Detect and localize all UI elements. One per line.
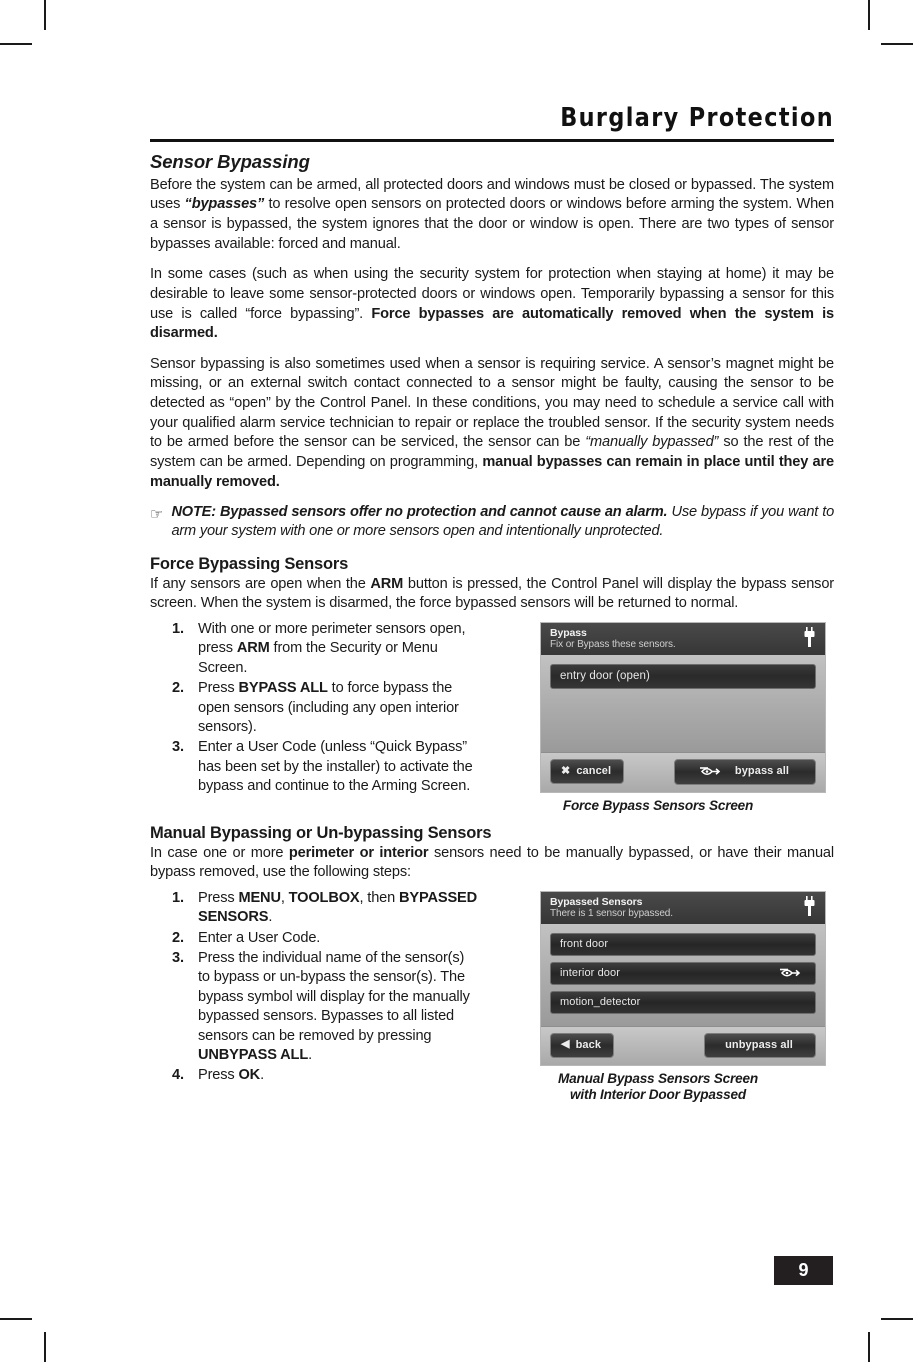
step-item <box>172 1066 480 1085</box>
bypass-all-button[interactable] <box>674 759 816 785</box>
force-bypass-figure <box>490 620 834 815</box>
pointing-hand-icon: ☞ <box>150 505 164 524</box>
note-text <box>171 503 834 542</box>
text-run-bold: TOOLBOX <box>288 889 360 906</box>
crop-mark-top-right-vertical <box>868 0 870 30</box>
paragraph-force-bypassing-intro <box>150 575 834 614</box>
device-body <box>541 924 825 1026</box>
chevron-left-icon: ◀ <box>561 1038 570 1051</box>
step-item <box>172 949 480 1065</box>
back-button[interactable] <box>550 1033 614 1058</box>
device-body <box>541 655 825 752</box>
cancel-button[interactable] <box>550 759 624 784</box>
steps-list <box>172 889 480 1086</box>
unbypass-all-button-label: unbypass all <box>725 1038 793 1051</box>
text-run: In some cases (such as when using the security system for protection when staying at home) it may be desirable to leave some sensor-protected doors or windows open. Temporarily bypassing a sensor for this use is called “force bypassing”. <box>150 266 834 322</box>
crop-mark-top-left-vertical <box>44 0 46 30</box>
figure-caption-manual-bypass <box>490 1071 834 1104</box>
force-bypassing-steps <box>150 620 480 798</box>
figure-caption-force-bypass: Force Bypass Sensors Screen <box>562 797 754 813</box>
bypass-all-button-label: bypass all <box>734 765 790 778</box>
text-run: , <box>280 889 289 906</box>
device-subtitle: Fix or Bypass these sensors. <box>550 638 676 650</box>
device-header <box>541 623 825 655</box>
step-number: 4. <box>172 1067 184 1084</box>
device-footer <box>541 1026 825 1065</box>
device-title: Bypass <box>550 626 587 639</box>
bypass-symbol-icon <box>699 765 721 778</box>
device-subtitle: There is 1 sensor bypassed. <box>550 907 673 919</box>
paragraph-sensor-bypassing-2 <box>150 265 834 344</box>
sensor-label: entry door (open) <box>560 669 650 682</box>
page-number-badge: 9 <box>774 1256 833 1285</box>
text-run: Enter a User Code. <box>198 929 321 946</box>
text-run-bold: BYPASS ALL <box>238 680 328 697</box>
force-bypassing-steps-and-figure <box>150 620 834 815</box>
step-text <box>198 949 480 1065</box>
step-text <box>198 889 480 928</box>
header-rule <box>150 139 834 142</box>
step-item <box>172 929 480 948</box>
paragraph-sensor-bypassing-1 <box>150 176 834 255</box>
text-run-bold: BYPASSED SENSORS <box>198 889 478 926</box>
text-run: Enter a User Code (unless “Quick Bypass” has been set by the installer) to activate the bypass and continue to the Arming Screen. <box>198 739 473 795</box>
steps-list <box>172 620 480 797</box>
device-header <box>541 892 825 924</box>
paragraph-manual-bypassing-intro <box>150 844 834 883</box>
note-lead: NOTE: Bypassed sensors offer no protection and cannot cause an alarm. <box>171 504 668 521</box>
text-run-bold: perimeter or interior <box>288 844 429 861</box>
text-run: Before the system can be armed, all protected doors and windows must be closed or bypassed. The system uses <box>150 176 834 213</box>
text-run: . <box>260 1067 264 1084</box>
note-rest: Use bypass if you want to arm your system with one or more sensors open and intentionally unprotected. <box>171 504 834 540</box>
page-content <box>150 104 834 1104</box>
manual-bypass-figure <box>490 889 834 1104</box>
step-number: 2. <box>172 680 184 697</box>
section-heading-force-bypassing: Force Bypassing Sensors <box>150 554 349 573</box>
crop-mark-bottom-left-vertical <box>44 1332 46 1362</box>
text-run: Press <box>198 1067 239 1084</box>
caption-line-1: Manual Bypass Sensors Screen <box>558 1070 758 1086</box>
manual-bypassing-steps-and-figure <box>150 889 834 1104</box>
text-run: to resolve open sensors on protected doors or windows before arming the system. When a sensor is bypassed, the system ignores that the door or window is open. There are two types of sensor bypasses available: forced and manual. <box>150 196 834 252</box>
text-run-bold: MENU <box>238 889 281 906</box>
section-heading-manual-bypassing: Manual Bypassing or Un-bypassing Sensors <box>150 823 492 842</box>
device-screen-force-bypass[interactable] <box>540 622 826 793</box>
step-item <box>172 679 480 737</box>
step-text <box>198 679 480 737</box>
text-run: With one or more perimeter sensors open, press <box>198 620 466 657</box>
step-text <box>198 1066 480 1085</box>
step-item <box>172 620 480 678</box>
text-run: Press <box>198 680 239 697</box>
text-run: sensors need to be manually bypassed, or have their manual bypass removed, use the following steps: <box>150 844 834 881</box>
step-number: 3. <box>172 739 184 756</box>
crop-mark-bottom-right-vertical <box>868 1332 870 1362</box>
step-number: 1. <box>172 620 184 637</box>
sensor-row[interactable] <box>550 933 816 956</box>
device-footer <box>541 752 825 792</box>
step-text <box>198 929 480 948</box>
sensor-label: motion_detector <box>560 995 641 1008</box>
step-text <box>198 738 480 796</box>
note-callout <box>150 503 834 542</box>
section-heading-sensor-bypassing: Sensor Bypassing <box>150 150 310 172</box>
text-run: button is pressed, the Control Panel will display the bypass sensor screen. When the system is disarmed, the force bypassed sensors will be returned to normal. <box>150 575 835 612</box>
text-run-emphasis: “bypasses” <box>184 196 265 213</box>
text-run: Sensor bypassing is also sometimes used when a sensor is requiring service. A sensor’s magnet might be missing, or an external switch contact connected to a sensor might be faulty, causing the sensor to be detected as “open” by the Control Panel. In these conditions, you may need to schedule a service call with your qualified alarm service technician to repair or replace the troubled sensor. If the security system needs to be armed before the sensor can be serviced, the sensor can be <box>150 355 834 451</box>
text-run: , then <box>359 889 400 906</box>
manual-bypassing-steps <box>150 889 480 1087</box>
crop-mark-top-right-horizontal <box>881 43 913 45</box>
text-run-bold: ARM <box>370 575 404 592</box>
text-run: . <box>308 1047 312 1064</box>
crop-mark-bottom-right-horizontal <box>881 1318 913 1320</box>
close-icon: ✖ <box>561 764 571 777</box>
crop-mark-top-left-horizontal <box>0 43 32 45</box>
text-run: . <box>268 909 273 926</box>
text-run-bold: manual bypasses can remain in place until they are manually removed. <box>150 453 834 490</box>
text-run: so the rest of the system can be armed. Depending on programming, <box>150 434 834 470</box>
text-run-bold: Force bypasses are automatically removed when the system is disarmed. <box>150 305 834 342</box>
step-text <box>198 620 480 678</box>
step-number: 1. <box>172 889 184 906</box>
text-run: In case one or more <box>150 844 289 861</box>
sensor-row[interactable] <box>550 664 816 689</box>
caption-line-2: with Interior Door Bypassed <box>570 1087 746 1103</box>
step-item <box>172 889 480 928</box>
step-number: 3. <box>172 950 184 967</box>
unbypass-all-button[interactable] <box>704 1033 816 1058</box>
sensor-row[interactable] <box>550 991 816 1014</box>
step-item <box>172 738 480 796</box>
text-run-italic: “manually bypassed” <box>585 434 719 451</box>
back-button-label: back <box>575 1038 602 1051</box>
text-run: from the Security or Menu Screen. <box>198 640 438 676</box>
device-title: Bypassed Sensors <box>550 895 643 908</box>
text-run: If any sensors are open when the <box>150 575 371 592</box>
power-plug-icon <box>803 627 816 647</box>
sensor-label: interior door <box>560 966 620 979</box>
cancel-button-label: cancel <box>576 765 612 778</box>
sensor-row[interactable] <box>550 962 816 985</box>
step-number: 2. <box>172 929 184 946</box>
text-run: Press <box>198 889 239 906</box>
text-run-bold: OK <box>238 1067 261 1084</box>
text-run: to force bypass the open sensors (including any open interior sensors). <box>198 680 459 735</box>
text-run: Press the individual name of the sensor(s) to bypass or un-bypass the sensor(s). The bypass symbol will display for the manually bypassed sensors. Bypasses to all listed sensors can be removed by pressing <box>198 950 470 1044</box>
sensor-label: front door <box>560 937 609 950</box>
crop-mark-bottom-left-horizontal <box>0 1318 32 1320</box>
power-plug-icon <box>803 896 816 916</box>
text-run-bold: UNBYPASS ALL <box>198 1047 309 1064</box>
bypass-symbol-icon <box>779 967 801 980</box>
paragraph-sensor-bypassing-3 <box>150 355 834 492</box>
text-run-bold: ARM <box>236 640 270 657</box>
chapter-title: Burglary Protection <box>560 103 834 133</box>
device-screen-manual-bypass[interactable] <box>540 891 826 1066</box>
